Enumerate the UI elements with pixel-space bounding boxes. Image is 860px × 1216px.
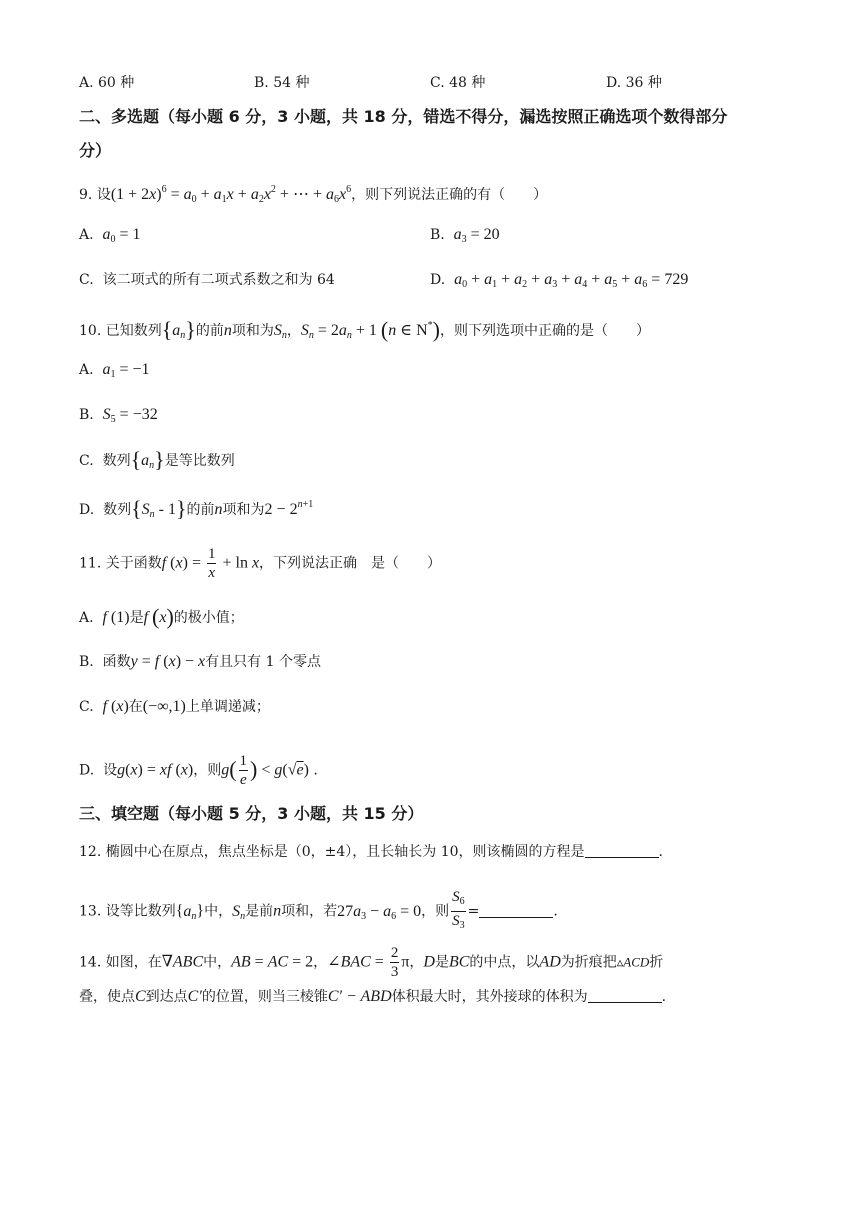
q10-option-a: A. $a_1 = -1$ xyxy=(79,361,150,380)
q9-option-d: D. $a_0 + a_1 + a_2 + a_3 + a_4 + a_5 + a_6 = 729$ xyxy=(430,271,689,290)
q14-stem-line2: 叠，使点C到达点C′的位置，则当三棱锥C′ − ABD体积最大时，其外接球的体积为 . xyxy=(79,988,667,1005)
q14-answer-blank[interactable] xyxy=(588,1002,662,1003)
q11-option-b: B. 函数y = f (x) − x有且只有 1 个零点 xyxy=(79,653,321,670)
q11-option-d: D. 设g(x) = xf (x)，则g( $\frac{1}{e}$ ) < g(√e) . xyxy=(79,753,318,788)
q10-option-d: D. 数列$\{S_n - 1\}$的前n项和为$2 - 2^{n+1}$ xyxy=(79,496,314,521)
q14-stem-line1: 14. 如图，在∇ABC中，AB = AC = 2，∠BAC = $\frac{2}{3}$ π，D是BC的中点，以AD为折痕把▵ACD折 xyxy=(79,945,664,980)
q10-stem: 10. 已知数列$\{a_n\}$的前n项和为$S_n$，$S_n = 2a_n + 1$ (n ∈ N*)，则下列选项中正确的是（ ） xyxy=(79,317,650,342)
q11-stem: 11. 关于函数f (x) = $\frac{1}{x}$ + ln x，下列说法正确 是（ ） xyxy=(79,546,442,581)
q8-option-b: B. 54 种 xyxy=(254,75,310,91)
q12-answer-blank[interactable] xyxy=(585,857,659,858)
section3-title: 三、填空题（每小题 5 分，3 小题，共 15 分） xyxy=(79,804,424,823)
q8-option-a: A. 60 种 xyxy=(79,75,135,91)
q13-stem: 13. 设等比数列$\{a_n\}$中，$S_n$是前n项和，若$27a_3 - a_6 = 0$，则 $\frac{S_6}{S_3}$ = . xyxy=(79,889,558,931)
q11-option-c: C. f (x)在(−∞,1)上单调递减； xyxy=(79,698,270,715)
q11-option-a: A. f (1)是f (x)的极小值； xyxy=(79,604,244,629)
q9-option-c: C. 该二项式的所有二项式系数之和为 64 xyxy=(79,272,335,288)
section2-title-line2: 分） xyxy=(79,141,112,160)
q12-stem: 12. 椭圆中心在原点，焦点坐标是（0，±4），且长轴长为 10，则该椭圆的方程是 . xyxy=(79,844,663,860)
q13-answer-blank[interactable] xyxy=(479,917,553,918)
q10-option-c: C. 数列$\{a_n\}$是等比数列 xyxy=(79,447,235,472)
q9-stem: 9. 设$(1 + 2x)^6 = a_0 + a_1x + a_2x^2$ + ⋯ + $a_6x^6$，则下列说法正确的有（ ） xyxy=(79,184,548,205)
q9-option-b: B. $a_3 = 20$ xyxy=(430,226,500,245)
q10-option-b: B. $S_5 = -32$ xyxy=(79,406,158,425)
q8-option-c: C. 48 种 xyxy=(430,75,486,91)
section2-title-line1: 二、多选题（每小题 6 分，3 小题，共 18 分，错选不得分，漏选按照正确选项个数得部分 xyxy=(79,107,728,126)
q9-option-a: A. $a_0 = 1$ xyxy=(79,226,141,245)
q8-option-d: D. 36 种 xyxy=(606,75,662,91)
